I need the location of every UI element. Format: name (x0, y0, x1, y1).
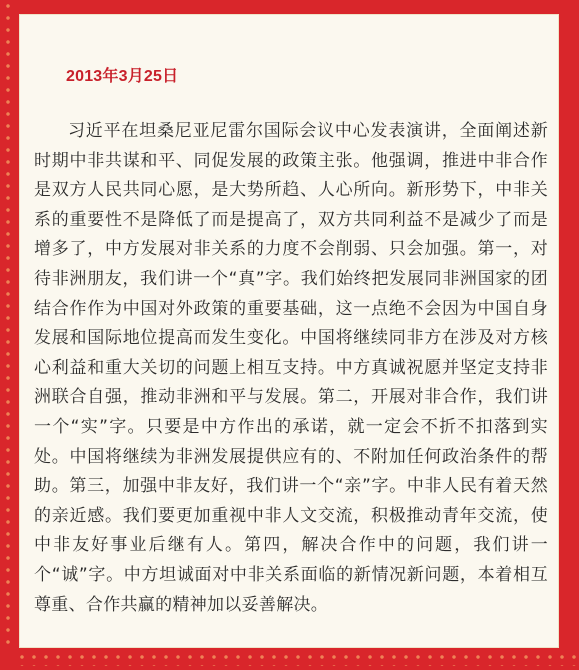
bottom-border-pattern (16, 652, 579, 666)
right-border (565, 0, 579, 670)
article-date: 2013年3月25日 (66, 68, 179, 85)
bottom-decorative-border (0, 648, 579, 670)
left-decorative-border (0, 0, 16, 670)
content-panel (19, 14, 559, 648)
top-border (0, 0, 579, 14)
left-border-pattern (3, 0, 13, 670)
article-paragraph: 习近平在坦桑尼亚尼雷尔国际会议中心发表演讲，全面阐述新时期中非共谋和平、同促发展的政策主张。他强调，推进中非合作是双方人民共同心愿，是大势所趋、人心所向。新形势下，中非关系的重要性不是降低了而是提高了，双方共同利益不是减少了而是增多了，中方发展对非关系的力度不会削弱、只会加强。第一，对待非洲朋友，我们讲一个“真”字。我们始终把发展同非洲国家的团结合作作为中国对外政策的重要基础，这一点绝不会因为中国自身发展和国际地位提高而发生变化。中国将继续同非方在涉及对方核心利益和重大关切的问题上相互支持。中方真诚祝愿并坚定支持非洲联合自强，推动非洲和平与发展。第二，开展对非合作，我们讲一个“实”字。只要是中方作出的承诺，就一定会不折不扣落到实处。中国将继续为非洲发展提供应有的、不附加任何政治条件的帮助。第三，加强中非友好，我们讲一个“亲”字。中非人民有着天然的亲近感。我们要更加重视中非人文交流，积极推动青年交流，使中非友好事业后继有人。第四，解决合作中的问题，我们讲一个“诚”字。中方坦诚面对中非关系面临的新情况新问题，本着相互尊重、合作共赢的精神加以妥善解决。 (34, 121, 548, 615)
